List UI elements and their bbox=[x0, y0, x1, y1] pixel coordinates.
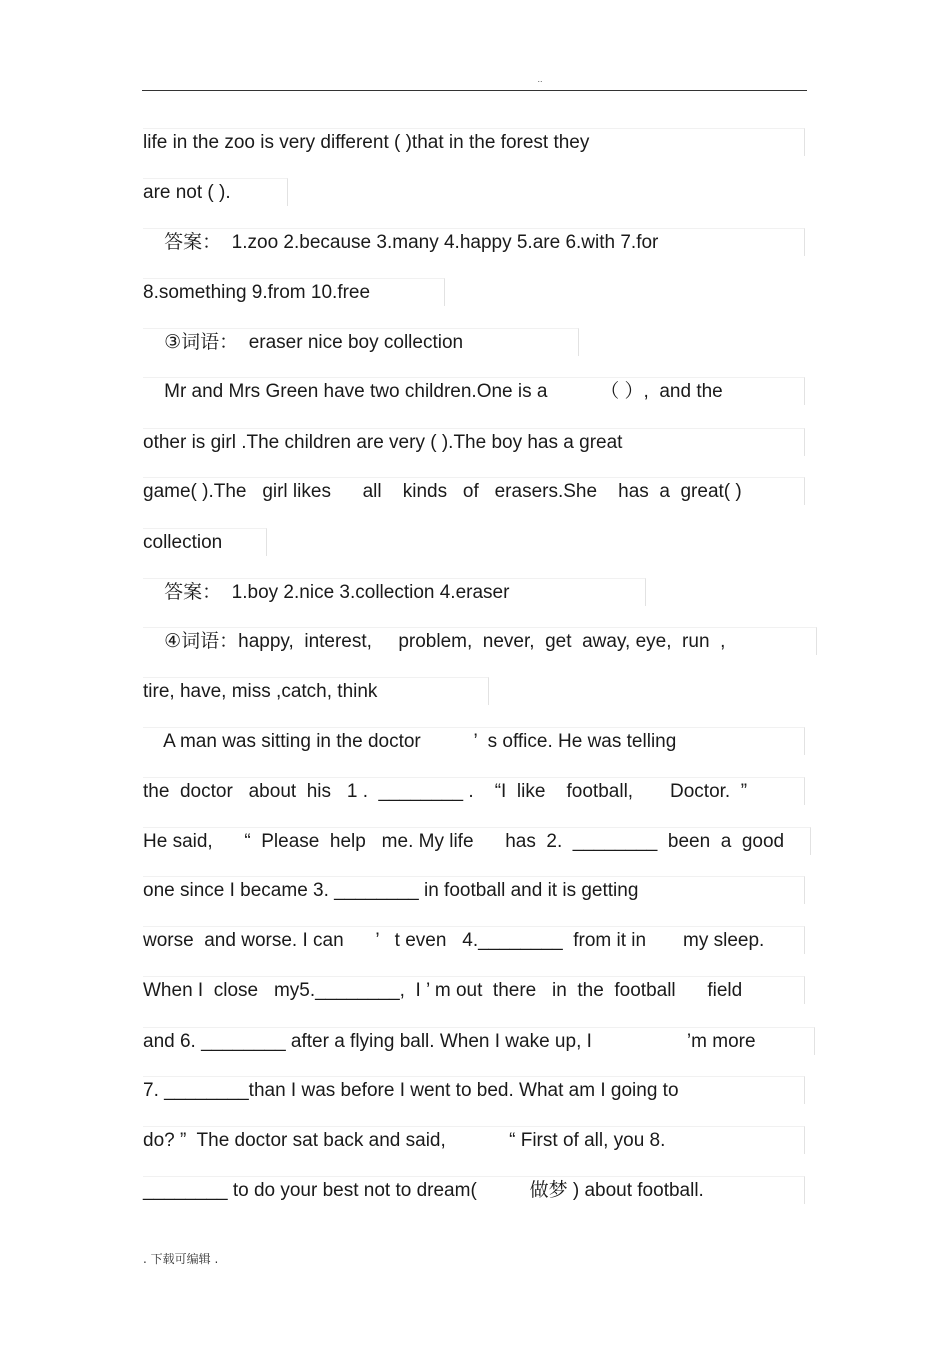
text-line: worse and worse. I can ’ t even 4.________ from it in my sleep. bbox=[143, 926, 805, 954]
text-line: other is girl .The children are very ( ).The boy has a great bbox=[143, 428, 805, 456]
page-footer: . 下载可编辑 . bbox=[143, 1252, 219, 1266]
page-header-mark: .. bbox=[537, 74, 543, 84]
answer-line: 答案： 1.boy 2.nice 3.collection 4.eraser bbox=[143, 578, 646, 606]
header-rule bbox=[142, 90, 807, 91]
vocab-line: tire, have, miss ,catch, think bbox=[143, 677, 489, 705]
answer-line: 答案： 1.zoo 2.because 3.many 4.happy 5.are 6.with 7.for bbox=[143, 228, 805, 256]
text-line: ________ to do your best not to dream( 做梦 ) about football. bbox=[143, 1176, 805, 1204]
text-line: He said, “ Please help me. My life has 2. ________ been a good bbox=[143, 827, 811, 855]
text-line: collection bbox=[143, 528, 267, 556]
text-line: and 6. ________ after a flying ball. When I wake up, I ’m more bbox=[143, 1027, 815, 1055]
text-line: do? ” The doctor sat back and said, “ First of all, you 8. bbox=[143, 1126, 805, 1154]
text-line: life in the zoo is very different ( )that in the forest they bbox=[143, 128, 805, 156]
text-line: A man was sitting in the doctor ’ s office. He was telling bbox=[143, 727, 805, 755]
text-line: game( ).The girl likes all kinds of erasers.She has a great( ) bbox=[143, 477, 805, 505]
vocab-line: ③词语： eraser nice boy collection bbox=[143, 328, 579, 356]
text-line: Mr and Mrs Green have two children.One is a （ ）, and the bbox=[143, 377, 805, 405]
text-line: When I close my5.________, I ’ m out there in the football field bbox=[143, 976, 805, 1004]
text-line: are not ( ). bbox=[143, 178, 288, 206]
answer-line: 8.something 9.from 10.free bbox=[143, 278, 445, 306]
text-line: 7. ________than I was before I went to bed. What am I going to bbox=[143, 1076, 805, 1104]
vocab-line: ④词语：happy, interest, problem, never, get away, eye, run , bbox=[143, 627, 817, 655]
text-line: the doctor about his 1 . ________ . “I like football, Doctor. ” bbox=[143, 777, 805, 805]
text-line: one since I became 3. ________ in football and it is getting bbox=[143, 876, 805, 904]
